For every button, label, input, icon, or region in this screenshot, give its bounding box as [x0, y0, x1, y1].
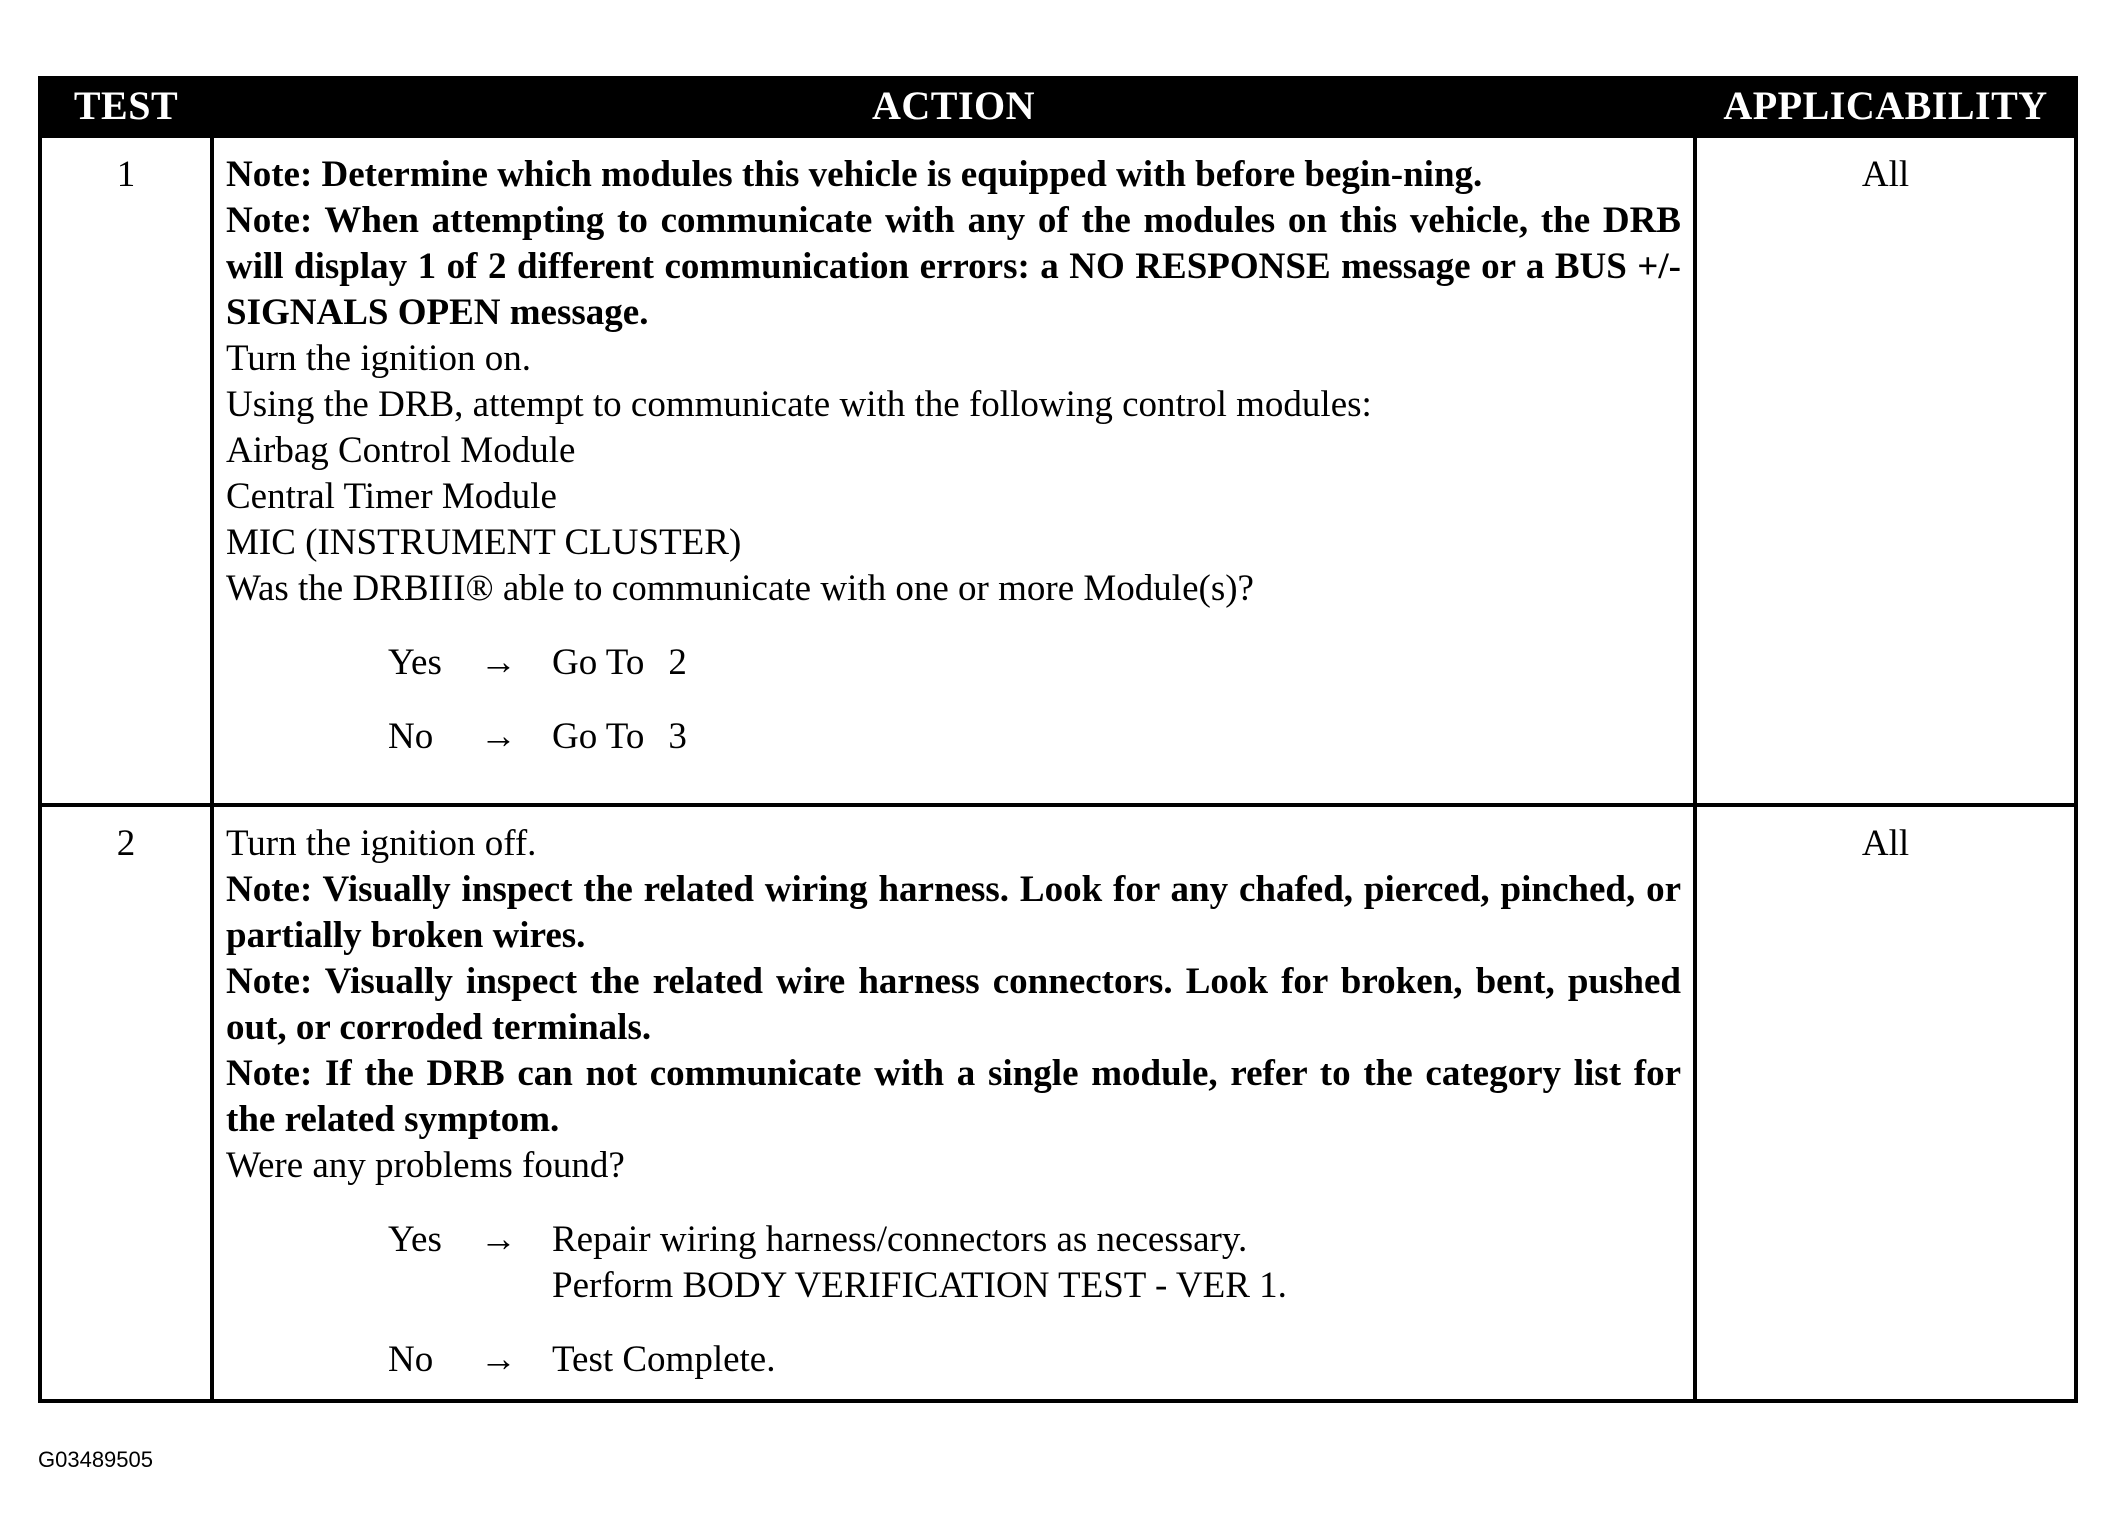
applicability-cell: All: [1695, 136, 2076, 805]
right-arrow-icon: →: [480, 1219, 517, 1260]
table-row: [40, 136, 2076, 805]
right-arrow-icon: →: [480, 1339, 517, 1380]
action-note: Note: Determine which modules this vehicle is equipped with before begin-ning.: [226, 154, 1483, 195]
test-number: 2: [40, 805, 212, 1401]
outcome-result: [552, 1337, 775, 1383]
table-header-row: [40, 76, 2076, 136]
diagnostic-test-table: [38, 76, 2078, 1403]
module-item: Central Timer Module: [226, 476, 557, 517]
action-cell: [212, 136, 1695, 805]
outcome-answer: No: [388, 1339, 434, 1380]
module-item: MIC (INSTRUMENT CLUSTER): [226, 522, 742, 563]
outcome-answer: Yes: [388, 1219, 442, 1260]
action-note: Note: Visually inspect the related wire harness connectors. Look for broken, bent, pushed out, or corroded terminals.: [226, 961, 1681, 1048]
outcome-result-line: Repair wiring harness/connectors as necessary.: [552, 1219, 1248, 1260]
action-question: Was the DRBIII® able to communicate with one or more Module(s)?: [226, 568, 1254, 609]
test-number: 1: [40, 136, 212, 805]
outcome-result: [552, 1217, 1287, 1309]
outcome-result-line: Perform BODY VERIFICATION TEST - VER 1.: [552, 1265, 1287, 1306]
module-item: Airbag Control Module: [226, 430, 576, 471]
action-note: Note: When attempting to communicate with any of the modules on this vehicle, the DRB will display 1 of 2 different communication errors: a NO RESPONSE message or a BUS +/- SIGNALS OPEN message.: [226, 200, 1681, 333]
outcome-yes: [226, 1217, 1681, 1309]
action-step: Turn the ignition off.: [226, 823, 537, 864]
right-arrow-icon: →: [480, 716, 517, 757]
outcome-answer: Yes: [388, 642, 442, 683]
outcome-yes: [226, 640, 1681, 686]
outcome-answer: No: [388, 716, 434, 757]
outcome-no: [226, 1337, 1681, 1383]
right-arrow-icon: →: [480, 642, 517, 683]
action-step: Turn the ignition on.: [226, 338, 531, 379]
outcome-no: [226, 714, 1681, 760]
action-cell: [212, 805, 1695, 1401]
outcome-result-line: Test Complete.: [552, 1339, 776, 1380]
header-test: TEST: [40, 76, 212, 136]
table-row: [40, 805, 2076, 1401]
header-action: ACTION: [212, 76, 1695, 136]
action-question: Were any problems found?: [226, 1145, 625, 1186]
header-applicability: APPLICABILITY: [1695, 76, 2076, 136]
action-note: Note: If the DRB can not communicate with a single module, refer to the category list for the related symptom.: [226, 1053, 1681, 1140]
action-note: Note: Visually inspect the related wiring harness. Look for any chafed, pierced, pinched, or partially broken wires.: [226, 869, 1681, 956]
figure-id: G03489505: [38, 1447, 153, 1472]
applicability-cell: All: [1695, 805, 2076, 1401]
outcome-result: Go To: [552, 642, 645, 683]
outcome-result: Go To: [552, 716, 645, 757]
goto-target: 2: [668, 642, 687, 683]
action-step: Using the DRB, attempt to communicate with the following control modules:: [226, 384, 1372, 425]
goto-target: 3: [668, 716, 687, 757]
